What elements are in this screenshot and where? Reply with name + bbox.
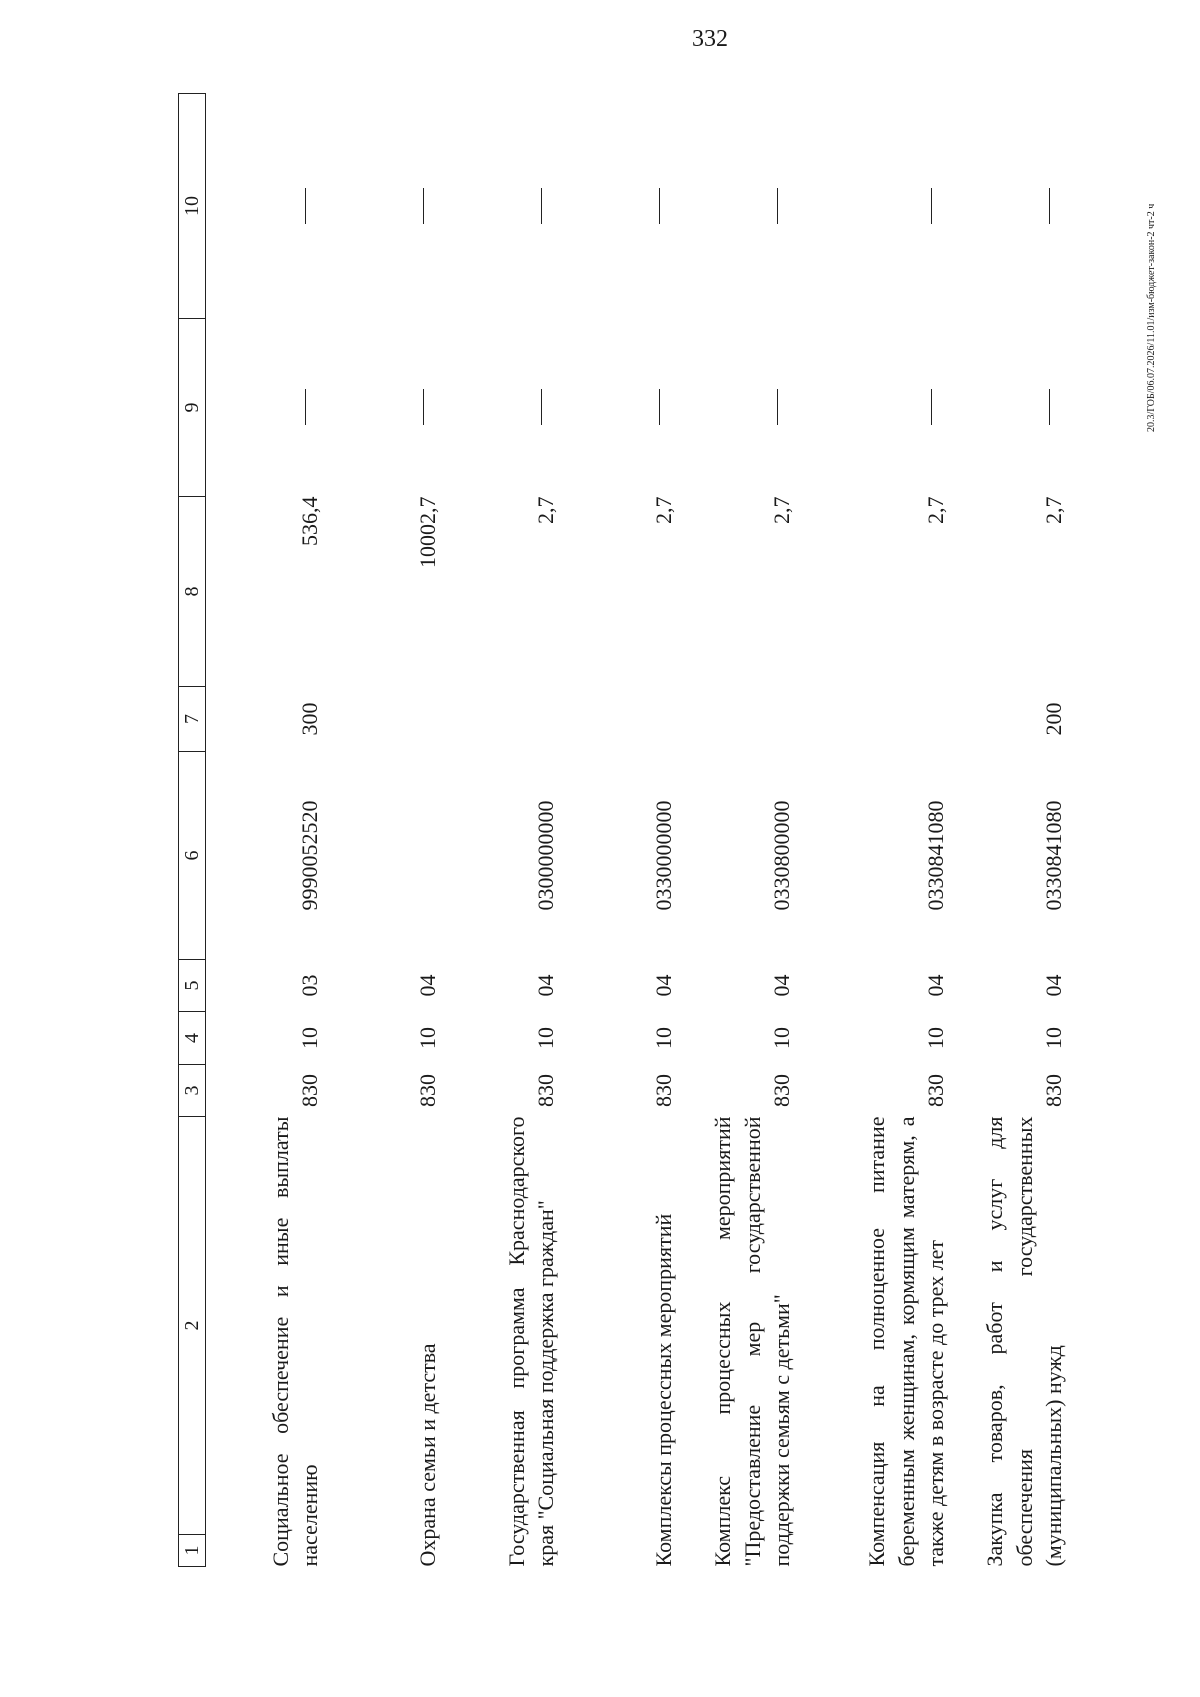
subsection-cell: 04: [414, 974, 440, 997]
expense-type-cell: [324, 687, 442, 752]
section-cell: 10: [922, 1027, 948, 1049]
target-article-cell: 0300000000: [532, 800, 558, 911]
table-body: [206, 94, 1069, 1567]
admin-code-cell: 830: [1040, 1074, 1066, 1107]
dash-mark: [541, 188, 542, 224]
section-cell: 10: [532, 1027, 558, 1049]
document-footer-code-text: 20.3/ГОБ/06.07.2026/11.01/изм-бюджет-закон-2 чт-2 ч: [1146, 203, 1157, 432]
admin-code-cell: 830: [650, 1074, 676, 1107]
header-col-8: 8: [179, 497, 206, 687]
header-col-2: 2: [179, 1117, 206, 1535]
amount-col10-cell: [678, 94, 796, 319]
target-article-cell: 9990052520: [296, 800, 322, 911]
subsection-cell: 04: [768, 974, 794, 997]
subsection-cell: 04: [650, 974, 676, 997]
admin-code-cell: 830: [532, 1074, 558, 1107]
row-name-cell: Закупка товаров, работ и услуг для обеспечения государственных (муниципальных) нужд: [982, 1116, 1066, 1567]
budget-table-container: [178, 94, 1078, 1567]
amount-cell: 2,7: [650, 496, 676, 524]
page-number: 332: [692, 26, 728, 52]
amount-col9-cell: [206, 319, 325, 497]
header-col-3: 3: [179, 1065, 206, 1117]
dash-mark: [1049, 188, 1050, 224]
row-name-cell: Компенсация на полноценное питание беременным женщинам, кормящим матерям, а также детям в возрасте до трех лет: [864, 1116, 948, 1567]
table-row: [678, 94, 796, 1567]
admin-code-cell: 830: [296, 1074, 322, 1107]
admin-code-cell: 830: [922, 1074, 948, 1107]
dash-mark: [1049, 390, 1050, 426]
subsection-cell: 03: [296, 974, 322, 997]
dash-mark: [931, 390, 932, 426]
expense-type-cell: [678, 687, 796, 752]
header-col-6: 6: [179, 752, 206, 960]
table-header: [179, 94, 206, 1567]
amount-col10-cell: [796, 94, 950, 319]
header-col-4: 4: [179, 1012, 206, 1065]
dash-mark: [659, 188, 660, 224]
target-article-cell: 0330841080: [922, 800, 948, 911]
amount-cell: 2,7: [1040, 496, 1066, 524]
amount-cell: 2,7: [532, 496, 558, 524]
dash-mark: [541, 390, 542, 426]
header-col-10: 10: [179, 94, 206, 319]
amount-col10-cell: [950, 94, 1068, 319]
header-col-9: 9: [179, 319, 206, 497]
target-article-cell: 0330000000: [650, 800, 676, 911]
header-col-5: 5: [179, 960, 206, 1012]
dash-mark: [931, 188, 932, 224]
amount-col10-cell: [324, 94, 442, 319]
row-name-cell: Охрана семьи и детства: [414, 1343, 440, 1567]
amount-col9-cell: [678, 319, 796, 497]
table-row: [206, 94, 325, 1567]
amount-col9-cell: [796, 319, 950, 497]
table-row: [950, 94, 1068, 1567]
table-row: [442, 94, 560, 1567]
section-cell: 10: [650, 1027, 676, 1049]
amount-cell: 10002,7: [414, 496, 440, 568]
subsection-cell: 04: [532, 974, 558, 997]
target-article-cell: 0330841080: [1040, 800, 1066, 911]
dash-mark: [423, 390, 424, 426]
amount-col9-cell: [442, 319, 560, 497]
dash-mark: [777, 390, 778, 426]
amount-col9-cell: [950, 319, 1068, 497]
table-row: [560, 94, 678, 1567]
section-cell: 10: [768, 1027, 794, 1049]
row-name-cell: Комплексы процессных мероприятий: [650, 1213, 676, 1567]
row-name-cell: Государственная программа Краснодарского края "Социальная поддержка граждан": [503, 1116, 558, 1567]
table-header-row: [179, 94, 206, 1567]
target-article-cell: 0330800000: [768, 800, 794, 911]
target-article-cell: [324, 752, 442, 960]
amount-cell: 2,7: [768, 496, 794, 524]
amount-col9-cell: [560, 319, 678, 497]
amount-cell: 536,4: [296, 496, 322, 546]
table-row: [324, 94, 442, 1567]
row-name-cell: Социальное обеспечение и иные выплаты населению: [267, 1116, 322, 1567]
amount-cell: 2,7: [922, 496, 948, 524]
dash-mark: [659, 390, 660, 426]
dash-mark: [777, 188, 778, 224]
expense-type-cell: [796, 687, 950, 752]
expense-type-cell: [560, 687, 678, 752]
expense-type-cell: 300: [296, 702, 322, 736]
subsection-cell: 04: [1040, 974, 1066, 997]
table-row: [796, 94, 950, 1567]
section-cell: 10: [296, 1027, 322, 1049]
admin-code-cell: 830: [414, 1074, 440, 1107]
admin-code-cell: 830: [768, 1074, 794, 1107]
row-name-cell: Комплекс процессных мероприятий "Предоставление мер государственной поддержки семьям с детьми": [710, 1116, 794, 1567]
dash-mark: [423, 188, 424, 224]
amount-col9-cell: [324, 319, 442, 497]
budget-table: [178, 93, 1068, 1567]
dash-mark: [305, 188, 306, 224]
document-footer-code: [1146, 114, 1156, 434]
expense-type-cell: [442, 687, 560, 752]
header-col-7: 7: [179, 687, 206, 752]
section-cell: 10: [1040, 1027, 1066, 1049]
expense-type-cell: 200: [1040, 702, 1066, 736]
amount-col10-cell: [206, 94, 325, 319]
section-cell: 10: [414, 1027, 440, 1049]
amount-col10-cell: [560, 94, 678, 319]
header-col-1: 1: [179, 1535, 206, 1567]
dash-mark: [305, 390, 306, 426]
amount-col10-cell: [442, 94, 560, 319]
subsection-cell: 04: [922, 974, 948, 997]
